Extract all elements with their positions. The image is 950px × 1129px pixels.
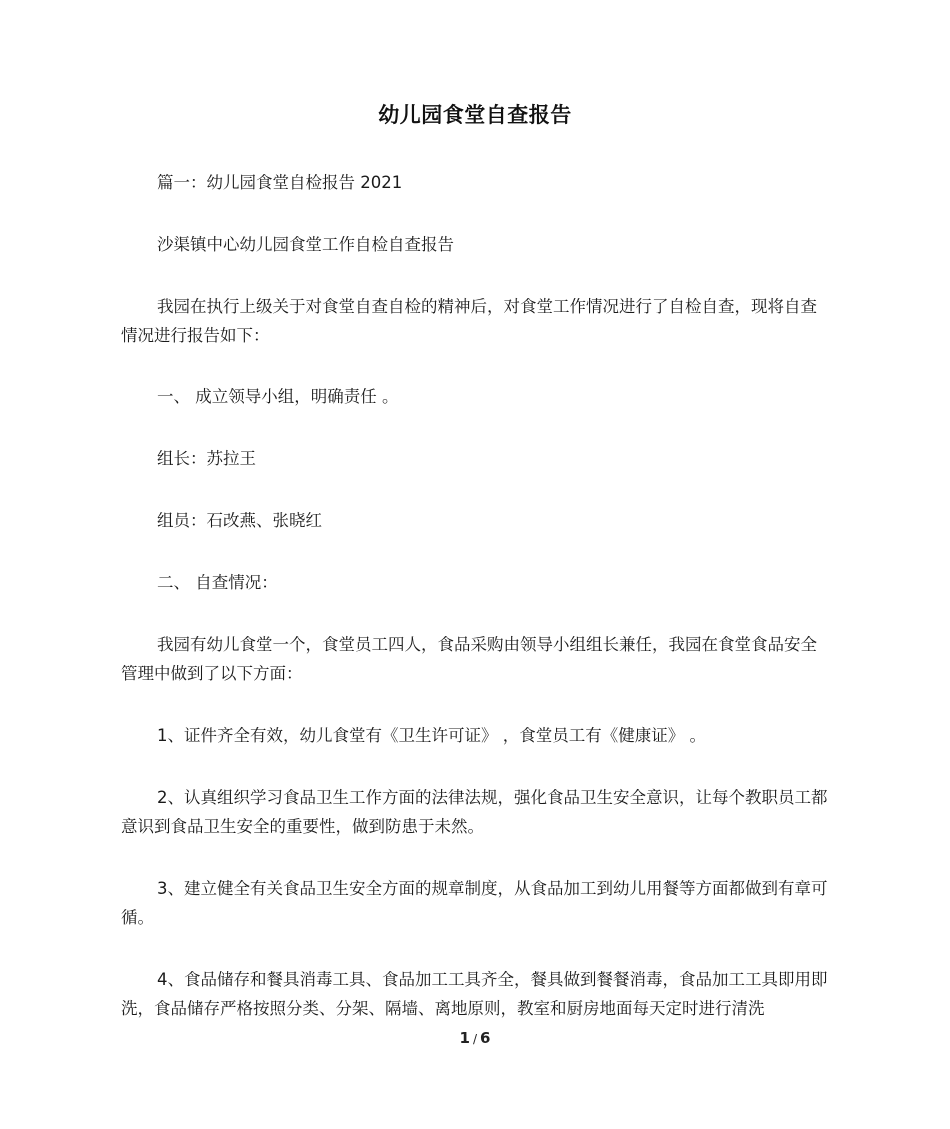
total-pages: 6 — [480, 1029, 491, 1047]
paragraph: 一、 成立领导小组，明确责任 。 — [157, 387, 399, 406]
page-separator: / — [472, 1032, 478, 1046]
document-title: 幼儿园食堂自查报告 — [378, 103, 572, 127]
paragraph: 1、证件齐全有效，幼儿食堂有《卫生许可证》 ，食堂员工有《健康证》 。 — [157, 726, 706, 745]
current-page: 1 — [459, 1029, 470, 1047]
paragraph: 组员：石改燕、张晓红 — [157, 511, 322, 530]
paragraph: 篇一：幼儿园食堂自检报告 2021 — [157, 173, 403, 192]
page-number — [0, 1029, 950, 1047]
paragraph: 沙渠镇中心幼儿园食堂工作自检自查报告 — [157, 235, 454, 254]
paragraph: 我园在执行上级关于对食堂自查自检的精神后，对食堂工作情况进行了自检自查，现将自查情况进行报告如下： — [121, 297, 817, 345]
paragraph: 组长：苏拉王 — [157, 449, 256, 468]
paragraph: 我园有幼儿食堂一个，食堂员工四人，食品采购由领导小组组长兼任，我园在食堂食品安全管理中做到了以下方面： — [121, 635, 817, 683]
paragraph: 3、建立健全有关食品卫生安全方面的规章制度，从食品加工到幼儿用餐等方面都做到有章可循。 — [121, 879, 828, 927]
paragraph: 二、 自查情况： — [157, 573, 278, 592]
paragraph: 4、食品储存和餐具消毒工具、食品加工工具齐全，餐具做到餐餐消毒，食品加工工具即用即洗，食品储存严格按照分类、分架、隔墙、离地原则，教室和厨房地面每天定时进行清洗 — [121, 970, 828, 1018]
paragraph: 2、认真组织学习食品卫生工作方面的法律法规，强化食品卫生安全意识，让每个教职员工都意识到食品卫生安全的重要性，做到防患于未然。 — [121, 788, 828, 836]
